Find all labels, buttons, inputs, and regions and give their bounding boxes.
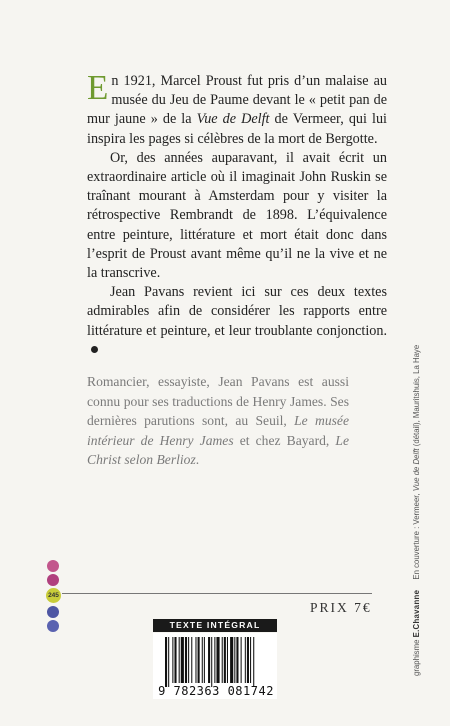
barcode-bar xyxy=(241,637,242,683)
bio-title-2: Le Christ selon Berlioz xyxy=(87,432,349,467)
barcode-bar xyxy=(253,637,254,687)
barcode-bar xyxy=(224,637,226,683)
barcode-bar xyxy=(214,637,215,683)
blurb-paragraph-1 xyxy=(87,68,387,149)
bio-title-1: Le musée intérieur de Henry James xyxy=(87,413,349,448)
barcode-bar xyxy=(202,637,203,683)
series-dot-icon xyxy=(47,606,59,618)
bio-text-b: et chez Bayard, xyxy=(233,432,336,448)
cover-credit xyxy=(412,345,421,580)
divider xyxy=(62,593,372,594)
barcode-bar xyxy=(227,637,228,683)
barcode-bar xyxy=(211,637,212,687)
barcode-bar xyxy=(172,637,173,683)
blurb xyxy=(87,68,387,360)
barcode-bar xyxy=(185,637,187,683)
side-credits xyxy=(412,345,421,676)
barcode-bar xyxy=(230,637,233,683)
cover-credit-title: Vue de Delft xyxy=(412,448,421,492)
barcode-bar xyxy=(234,637,235,683)
blurb-p3-text: Jean Pavans revient ici sur ces deux textes admirables afin de considérer les rapports entre littérature et peinture, et leur troublante conjonction. xyxy=(87,284,387,339)
author-bio xyxy=(87,372,349,470)
barcode-bar xyxy=(216,637,219,683)
barcode-bar xyxy=(195,637,196,683)
barcode-bar xyxy=(247,637,249,683)
barcode-bar xyxy=(222,637,223,683)
barcode-bar xyxy=(245,637,246,683)
series-dots xyxy=(46,560,60,634)
blurb-paragraph-2: Or, des années auparavant, il avait écrit un extraordinaire article où il imaginait John Ruskin se traînant mourant à Amsterdam pour y visiter la rétrospective Rembrandt de 1898. L’équivalence entre peinture, littérature et mort était donc dans l’esprit de Proust avant même qu’il ne la vive et ne la transcrive. xyxy=(87,149,387,282)
bio-text-c: . xyxy=(195,452,200,467)
price: PRIX 7€ xyxy=(310,600,372,615)
barcode-bar xyxy=(181,637,184,683)
end-bullet-icon xyxy=(91,346,98,353)
blurb-p1-text-b: de Vermeer, qui lui inspira les pages si célèbres de la mort de Bergotte. xyxy=(87,111,387,147)
barcode-bar xyxy=(168,637,169,687)
series-dot-icon xyxy=(47,620,59,632)
barcode-bar xyxy=(188,637,189,683)
blurb-paragraph-3 xyxy=(87,283,387,360)
barcode-bar xyxy=(165,637,167,687)
barcode-bar xyxy=(179,637,180,683)
isbn-number: 9 782363 081742 xyxy=(158,684,274,698)
drop-cap: E xyxy=(87,68,109,107)
blurb-p1-text-a: n 1921, Marcel Proust fut pris d’un malaise au musée du Jeu de Paume devant le « petit pan de mur jaune » de la xyxy=(87,73,387,128)
cover-credit-a: En couverture : Vermeer, xyxy=(412,491,421,580)
series-number-badge: 245 xyxy=(46,588,61,603)
barcode-bar xyxy=(204,637,205,683)
cover-credit-b: (détail), Mauritshuis, La Haye xyxy=(412,344,421,449)
bio-text-a: Romancier, essayiste, Jean Pavans est aussi connu pour ses traductions de Henry James. Ses dernières parutions sont, au Seuil, xyxy=(87,374,349,428)
barcode-bar xyxy=(174,637,176,683)
series-dot-icon xyxy=(47,574,59,586)
blurb-p1-painting-title: Vue de Delft xyxy=(196,111,270,128)
series-dot-icon xyxy=(47,560,59,572)
barcode-bar xyxy=(208,637,210,683)
barcode-bar xyxy=(191,637,192,683)
design-label: graphisme xyxy=(412,639,421,676)
edition-label: TEXTE INTÉGRAL xyxy=(153,619,277,632)
designer-name: E.Chavanne xyxy=(412,589,421,638)
barcode-bar xyxy=(236,637,238,683)
barcode-bar xyxy=(198,637,200,683)
barcode-bar xyxy=(250,637,251,683)
